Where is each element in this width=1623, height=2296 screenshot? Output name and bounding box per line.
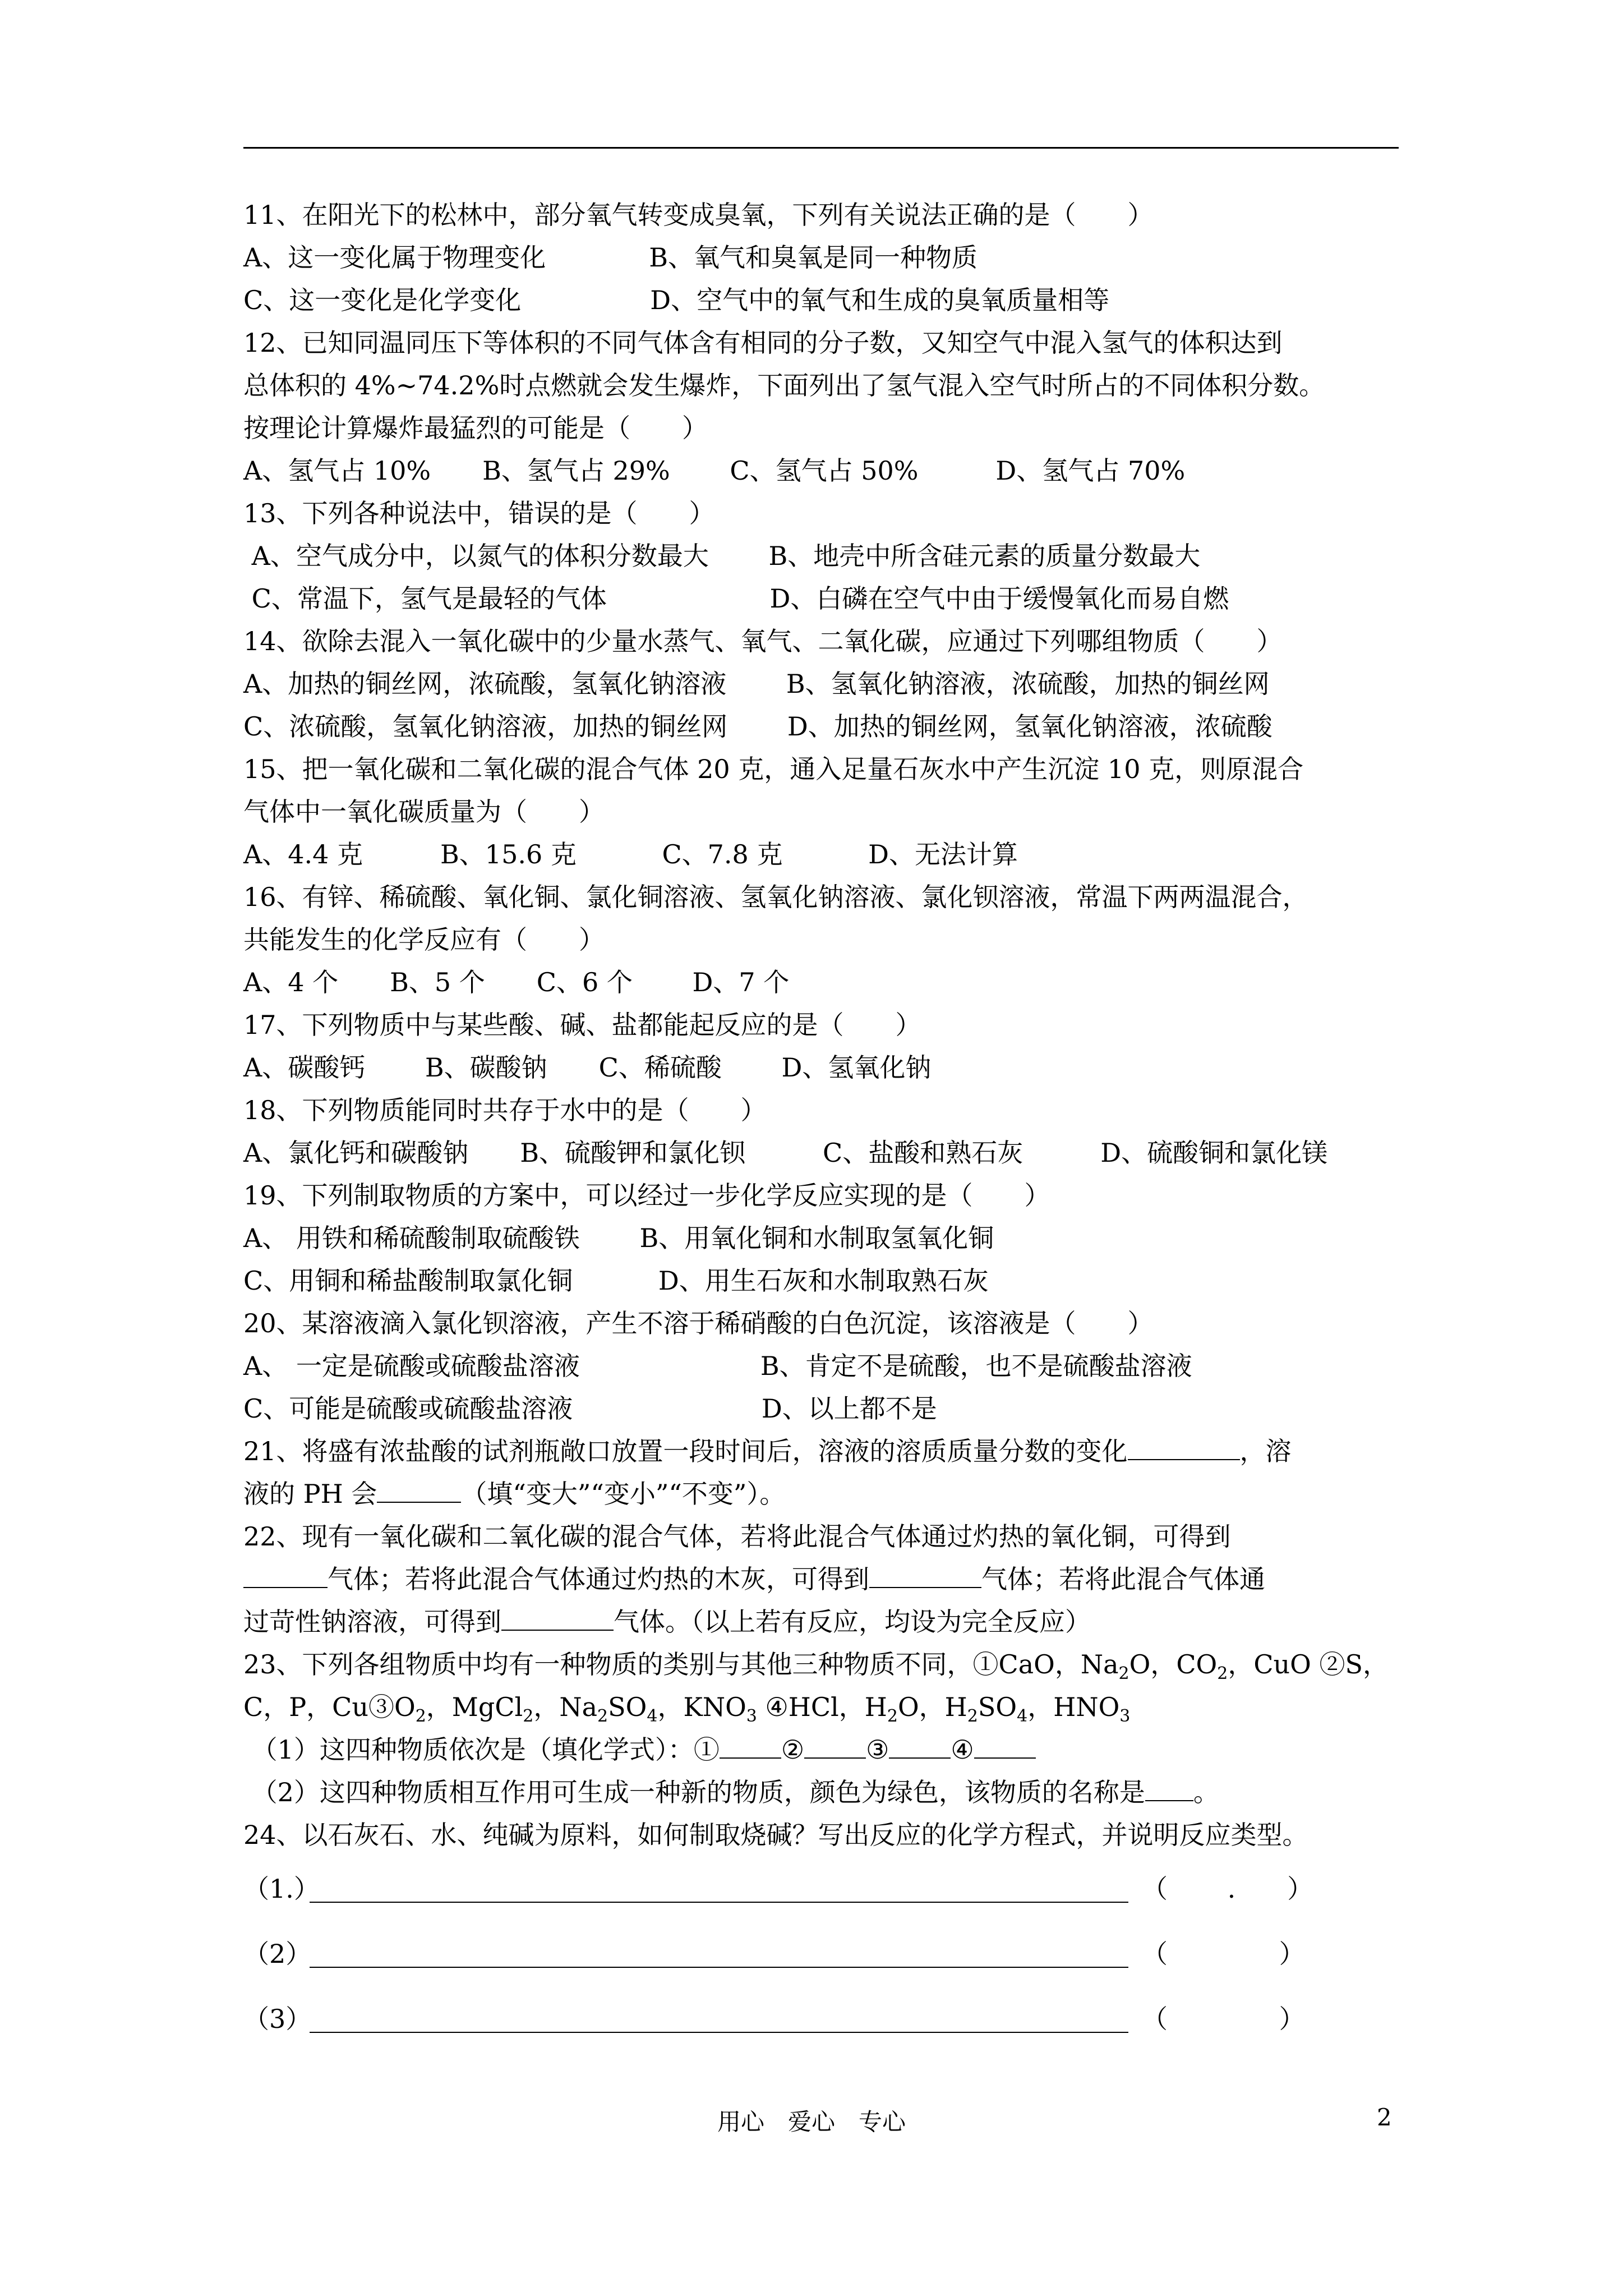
q11-options-ab: A、这一变化属于物理变化 B、氧气和臭氧是同一种物质 xyxy=(243,242,978,273)
q11-options-cd: C、这一变化是化学变化 D、空气中的氧气和生成的臭氧质量相等 xyxy=(243,285,1110,315)
q11-stem: 11、在阳光下的松林中，部分氧气转变成臭氧，下列有关说法正确的是（ ） xyxy=(243,200,1154,230)
q23-sub-1: （1）这四种物质依次是（填化学式）：① ② ③ ④ xyxy=(243,1728,1399,1771)
q24-answer-3: （3） （ ） xyxy=(243,2004,1305,2034)
q21-blank-1[interactable] xyxy=(1128,1434,1240,1460)
q24-answer-1: （1.） （ . ） xyxy=(243,1874,1313,1904)
q19-options-cd: C、用铜和稀盐酸制取氯化铜 D、用生石灰和水制取熟石灰 xyxy=(243,1266,989,1296)
q22-blank-3[interactable] xyxy=(501,1605,614,1631)
q24-answer-line-1[interactable] xyxy=(310,1879,1128,1903)
q21-blank-2[interactable] xyxy=(377,1477,461,1503)
q20-options-cd: C、可能是硫酸或硫酸盐溶液 D、以上都不是 xyxy=(243,1393,937,1424)
q23-blank-1[interactable] xyxy=(720,1733,781,1759)
q12-stem-3: 按理论计算爆炸最猛烈的可能是（ ） xyxy=(243,413,708,443)
q16-stem-2: 共能发生的化学反应有（ ） xyxy=(243,924,605,955)
q24-answer-2: （2） （ ） xyxy=(243,1939,1305,1969)
q13-options-cd: C、常温下，氢气是最轻的气体 D、白磷在空气中由于缓慢氧化而易自燃 xyxy=(243,583,1229,614)
q22-blank-2[interactable] xyxy=(869,1562,981,1588)
q23-blank-4[interactable] xyxy=(974,1733,1036,1759)
q22-line-3: 过苛性钠溶液，可得到 气体。（以上若有反应，均设为完全反应） xyxy=(243,1600,1399,1643)
q19-options-ab: A、 用铁和稀硫酸制取硫酸铁 B、用氧化铜和水制取氢氧化铜 xyxy=(243,1223,994,1253)
q12-stem-1: 12、已知同温同压下等体积的不同气体含有相同的分子数，又知空气中混入氢气的体积达到 xyxy=(243,328,1283,358)
q20-options-ab: A、 一定是硫酸或硫酸盐溶液 B、肯定不是硫酸，也不是硫酸盐溶液 xyxy=(243,1351,1192,1381)
q18-options: A、氯化钙和碳酸钠 B、硫酸钾和氯化钡 C、盐酸和熟石灰 D、硫酸铜和氯化镁 xyxy=(243,1138,1328,1168)
q22-blank-1[interactable] xyxy=(243,1562,328,1588)
q17-stem: 17、下列物质中与某些酸、碱、盐都能起反应的是（ ） xyxy=(243,1010,921,1040)
q15-stem-1: 15、把一氧化碳和二氧化碳的混合气体 20 克，通入足量石灰水中产生沉淀 10 克，则原混合 xyxy=(243,754,1304,784)
q23-blank-3[interactable] xyxy=(889,1733,951,1759)
q22-line-1: 22、现有一氧化碳和二氧化碳的混合气体，若将此混合气体通过灼热的氧化铜，可得到 xyxy=(243,1521,1231,1552)
footer-slogan: 用心 爱心 专心 xyxy=(717,2108,906,2136)
q15-options: A、4.4 克 B、15.6 克 C、7.8 克 D、无法计算 xyxy=(243,839,1018,869)
q12-stem-2: 总体积的 4%~74.2%时点燃就会发生爆炸，下面列出了氢气混入空气时所占的不同体积分数。 xyxy=(243,370,1325,401)
q24-answer-line-2[interactable] xyxy=(310,1944,1128,1968)
q19-stem: 19、下列制取物质的方案中，可以经过一步化学反应实现的是（ ） xyxy=(243,1180,1050,1211)
q14-stem: 14、欲除去混入一氧化碳中的少量水蒸气、氧气、二氧化碳，应通过下列哪组物质（ ） xyxy=(243,626,1283,656)
q24-stem: 24、以石灰石、水、纯碱为原料，如何制取烧碱？写出反应的化学方程式，并说明反应类型。 xyxy=(243,1820,1308,1850)
q23-blank-2[interactable] xyxy=(804,1733,866,1759)
q21-line-1: 21、将盛有浓盐酸的试剂瓶敞口放置一段时间后，溶液的溶质质量分数的变化 ，溶 xyxy=(243,1430,1399,1473)
q14-options-cd: C、浓硫酸，氢氧化钠溶液，加热的铜丝网 D、加热的铜丝网，氢氧化钠溶液，浓硫酸 xyxy=(243,711,1272,742)
worksheet-body xyxy=(243,194,1399,2051)
q21-line-2: 液的 PH 会 （填“变大”“变小”“不变”）。 xyxy=(243,1473,1399,1515)
q17-options: A、碳酸钙 B、碳酸钠 C、稀硫酸 D、氢氧化钠 xyxy=(243,1052,932,1083)
q16-options: A、4 个 B、5 个 C、6 个 D、7 个 xyxy=(243,967,790,997)
q18-stem: 18、下列物质能同时共存于水中的是（ ） xyxy=(243,1095,767,1125)
q23-line-1: 23、下列各组物质中均有一种物质的类别与其他三种物质不同，①CaO，$Na_2O$，$CO_2$，CuO ②S， xyxy=(243,1649,1389,1684)
q12-options: A、氢气占 10% B、氢气占 29% C、氢气占 50% D、氢气占 70% xyxy=(243,455,1186,486)
q24-answer-line-3[interactable] xyxy=(310,2009,1128,2033)
q23-blank-5[interactable] xyxy=(1145,1775,1193,1801)
q23-line-2: C，P，$Cu③O_2$，MgCl$_2$，$Na_2SO_4$，$KNO_3$ ④HCl，$H_2O$，$H_2SO_4$，$HNO_3$ xyxy=(243,1692,1131,1727)
q14-options-ab: A、加热的铜丝网，浓硫酸，氢氧化钠溶液 B、氢氧化钠溶液，浓硫酸，加热的铜丝网 xyxy=(243,669,1270,699)
q13-options-ab: A、空气成分中，以氮气的体积分数最大 B、地壳中所含硅元素的质量分数最大 xyxy=(243,541,1201,571)
page-number: 2 xyxy=(1377,2104,1392,2131)
q13-stem: 13、下列各种说法中，错误的是（ ） xyxy=(243,498,715,528)
q22-line-2: 气体；若将此混合气体通过灼热的木灰，可得到 气体；若将此混合气体通 xyxy=(243,1558,1399,1600)
q20-stem: 20、某溶液滴入氯化钡溶液，产生不溶于稀硝酸的白色沉淀，该溶液是（ ） xyxy=(243,1308,1154,1338)
q15-stem-2: 气体中一氧化碳质量为（ ） xyxy=(243,797,605,827)
q23-sub-2: （2）这四种物质相互作用可生成一种新的物质，颜色为绿色，该物质的名称是 。 xyxy=(243,1771,1399,1814)
q16-stem-1: 16、有锌、稀硫酸、氧化铜、氯化铜溶液、氢氧化钠溶液、氯化钡溶液，常温下两两温混合， xyxy=(243,882,1308,912)
header-rule xyxy=(243,147,1399,149)
